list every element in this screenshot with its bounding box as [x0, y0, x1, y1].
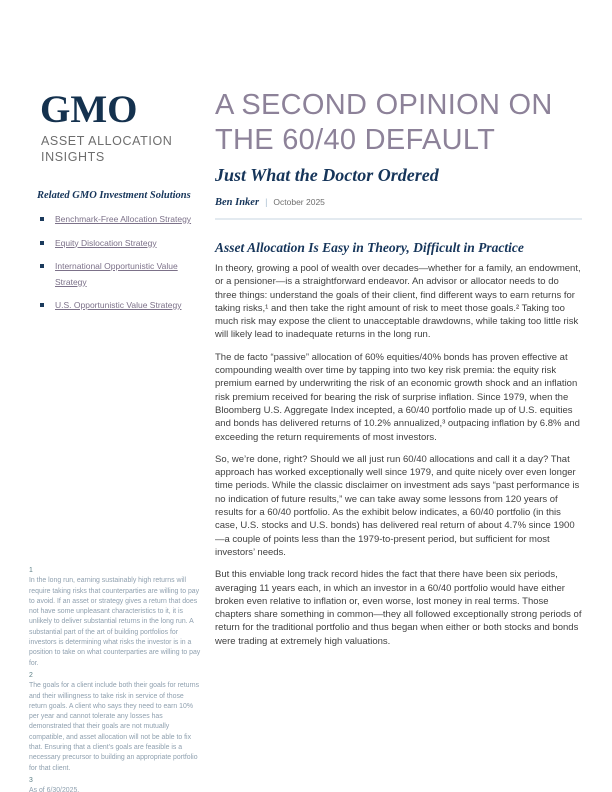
footnote-3 — [29, 776, 203, 792]
footnote-2 — [29, 671, 203, 774]
tagline-line-2: INSIGHTS — [41, 149, 105, 164]
byline — [215, 197, 582, 208]
gmo-logo: GMO — [40, 88, 138, 131]
header-divider — [215, 218, 582, 220]
footnote-text: As of 6/30/2025. — [29, 787, 80, 792]
left-column — [37, 90, 207, 322]
list-item — [37, 212, 207, 228]
byline-separator: | — [265, 197, 268, 207]
footnote-1 — [29, 566, 203, 669]
list-item — [37, 259, 207, 290]
list-item — [37, 298, 207, 314]
footnote-number: 2 — [29, 671, 33, 679]
body-paragraph-4: But this enviable long track record hides the fact that there have been six periods, averaging 11 years each, in which an investor in a 60/40 portfolio would have either broken even relative to inflation or, even worse, lost money in real terms. Those chapters share something in common—they all followed exceptionally strong periods of return for the traditional portfolio and thus began when either or both stocks and bonds were trading at extremely high valuations. — [215, 569, 582, 647]
link-equity-dislocation-strategy[interactable]: Equity Dislocation Strategy — [55, 237, 157, 248]
footnotes — [29, 566, 203, 792]
list-item — [37, 236, 207, 252]
footnote-text: In the long run, earning sustainably high returns will require taking risks that counterparties are willing to pay to avoid. If an asset or strategy gives a return that does not have some unpleasant characteristics to it, it is unlikely to deliver substantial returns in the long run. A substantial part of the art of building portfolios for investors is determining what risks the investor is in a position to take on what counterparties are willing to pay for. — [29, 577, 201, 667]
square-bullet-icon — [40, 303, 44, 307]
square-bullet-icon — [40, 241, 44, 245]
publication-date: October 2025 — [273, 197, 325, 207]
body-paragraph-3: So, we’re done, right? Should we all just run 60/40 allocations and call it a day? That approach has worked exceptionally well since 1979, and quite nicely over even longer time periods. While the classic disclaimer on investment ads says “past performance is no indication of future results,” we can take away some lessons from 120 years of results for a 60/40 portfolio. As the exhibit below indicates, a 60/40 portfolio (in this case, U.S. stocks and U.S. bonds) has delivered real return of about 4.7% since 1900—a couple of points less than the 1979-to-present period, but sufficient for most investors’ needs. — [215, 453, 580, 558]
section-heading: Asset Allocation Is Easy in Theory, Difficult in Practice — [215, 240, 524, 255]
square-bullet-icon — [40, 217, 44, 221]
footnote-number: 1 — [29, 567, 33, 574]
footnote-number: 3 — [29, 776, 33, 784]
footnote-text: The goals for a client include both their goals for returns and their willingness to take risk in service of those return goals. A client who says they need to earn 10% per year and cannot tolerate any losses has demonstrated that their goals are not mutually compatible, and asset allocation will not be able to fix that. Ensuring that a client’s goals are feasible is a necessary precursor to building an appropriate portfolio for that client. — [29, 682, 200, 772]
square-bullet-icon — [40, 264, 44, 268]
body-paragraph-1: In theory, growing a pool of wealth over decades—whether for a family, an endowment, or a pensioner—is a straightforward endeavor. An advisor or allocator needs to do three things: understand the goals of their client, find different ways to earn returns for taking risks,¹ and then take the right amount of risk to meet those goals.² Taking too much risk may expose the client to unacceptable drawdowns, while taking too little risk will likely lead to inadequate returns in the long run. — [215, 263, 581, 341]
page-title-line-2: THE 60/40 DEFAULT — [215, 124, 496, 156]
body-paragraph-2: The de facto “passive” allocation of 60% equities/40% bonds has proven effective at compounding wealth over time by tapping into two key risk premia: the equity risk premium earned by underwriting the risk of an economic growth shock and an inflation risk premium received for bearing the risk of surprise inflation. Since 1979, when the Bloomberg U.S. Aggregate Index incepted, a 60/40 portfolio made up of U.S. equities and bonds has delivered returns of 10.2% annualized,³ outpacing inflation by 6.8% and exceeding the return requirements of most investors. — [215, 351, 580, 443]
link-international-opportunistic-value-strategy[interactable]: International Opportunistic Value Strategy — [55, 261, 178, 287]
link-benchmark-free-allocation-strategy[interactable]: Benchmark-Free Allocation Strategy — [55, 214, 192, 224]
author-name: Ben Inker — [215, 197, 260, 208]
tagline-line-1: ASSET ALLOCATION — [41, 134, 173, 148]
related-solutions-list — [37, 212, 207, 314]
link-us-opportunistic-value-strategy[interactable]: U.S. Opportunistic Value Strategy — [55, 300, 182, 310]
page-title — [215, 88, 582, 158]
page-title-line-1: A SECOND OPINION ON — [215, 89, 553, 121]
main-column — [215, 88, 582, 657]
brand-tagline — [41, 134, 207, 165]
related-solutions-heading: Related GMO Investment Solutions — [37, 190, 191, 201]
page-subtitle: Just What the Doctor Ordered — [215, 165, 439, 185]
